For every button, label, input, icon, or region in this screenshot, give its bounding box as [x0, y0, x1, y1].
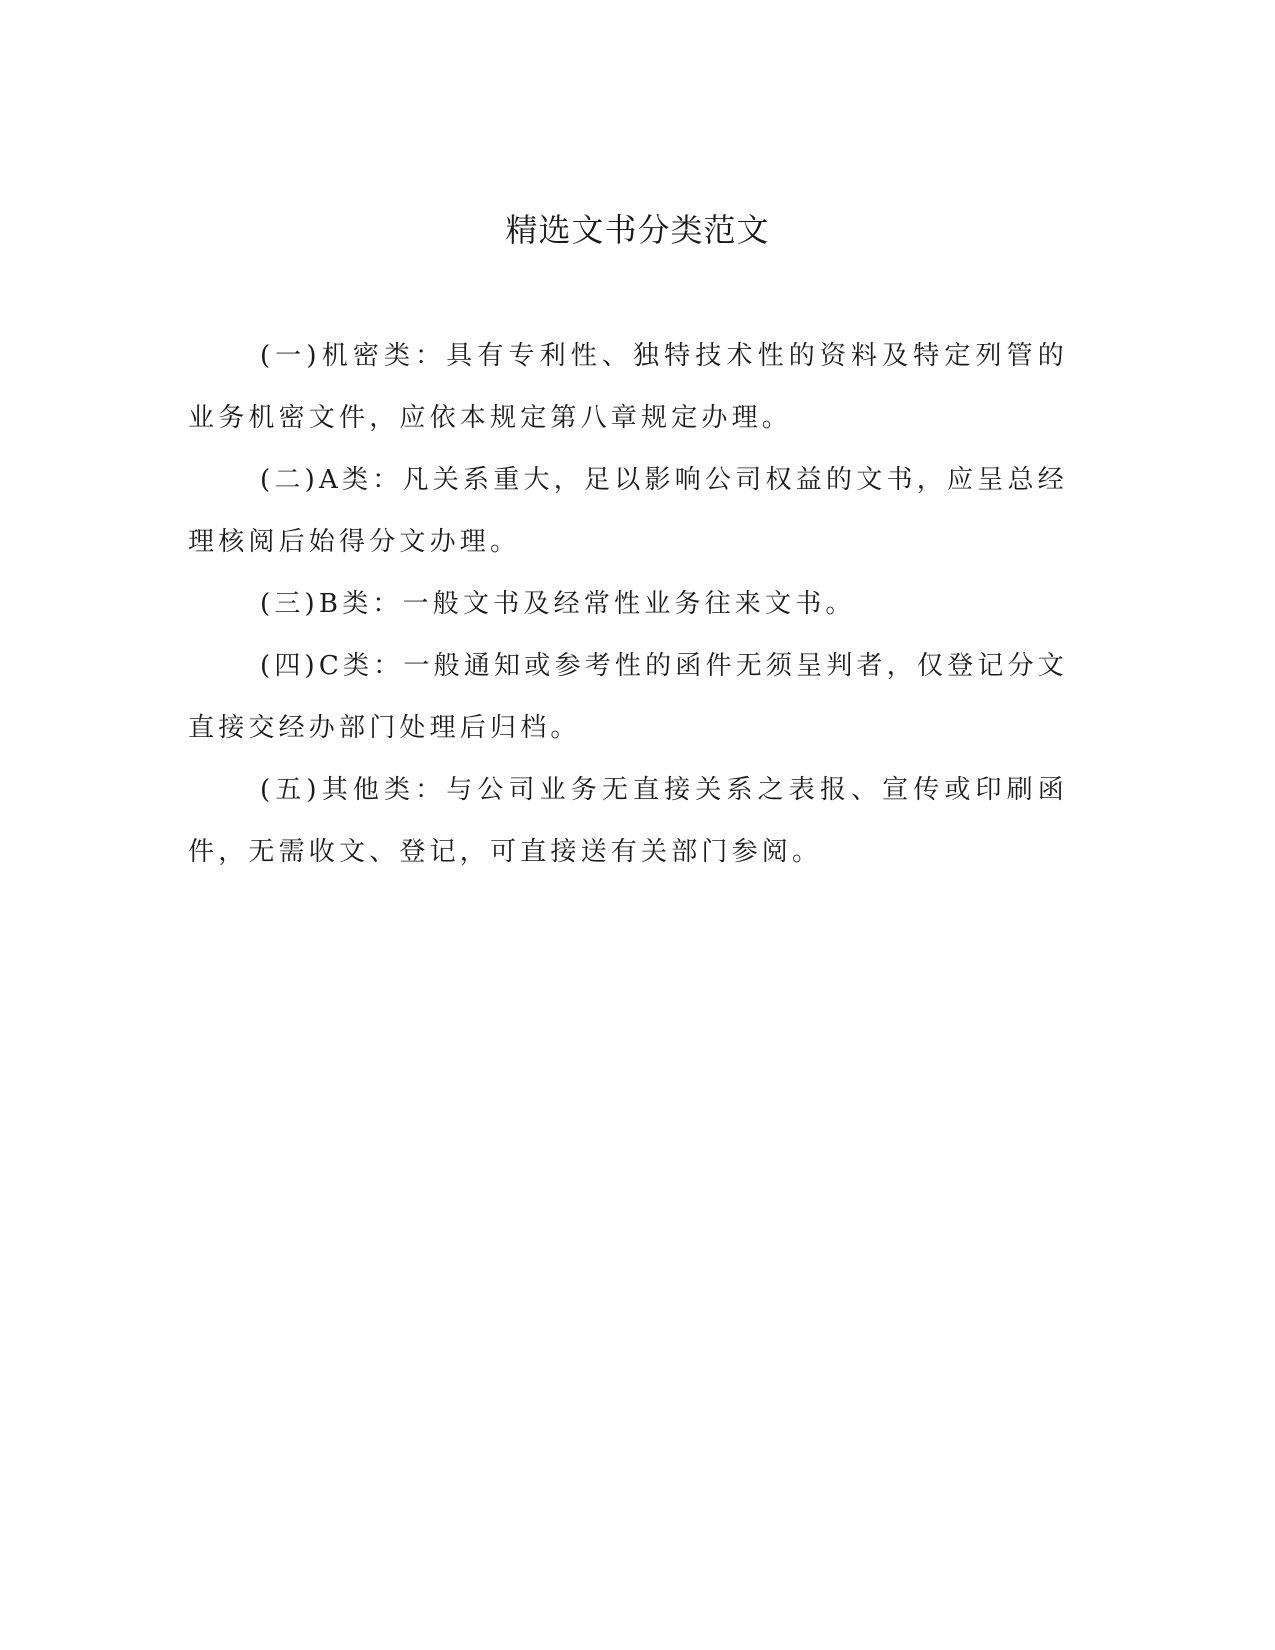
- document-title: 精选文书分类范文: [505, 211, 770, 249]
- paragraph-class-b: (三)B类：一般文书及经常性业务往来文书。: [260, 589, 856, 619]
- paragraph-class-c: (四)C类：一般通知或参考性的函件无须呈判者，仅登记分文直接交经办部门处理后归档。: [188, 651, 1068, 743]
- paragraph-other: (五)其他类：与公司业务无直接关系之表报、宣传或印刷函件，无需收文、登记，可直接送有关部门参阅。: [188, 775, 1068, 867]
- paragraph-confidential: (一)机密类：具有专利性、独特技术性的资料及特定列管的业务机密文件，应依本规定第八章规定办理。: [188, 341, 1068, 433]
- paragraph-class-a: (二)A类：凡关系重大，足以影响公司权益的文书，应呈总经理核阅后始得分文办理。: [188, 465, 1068, 557]
- document-body: [188, 325, 1068, 883]
